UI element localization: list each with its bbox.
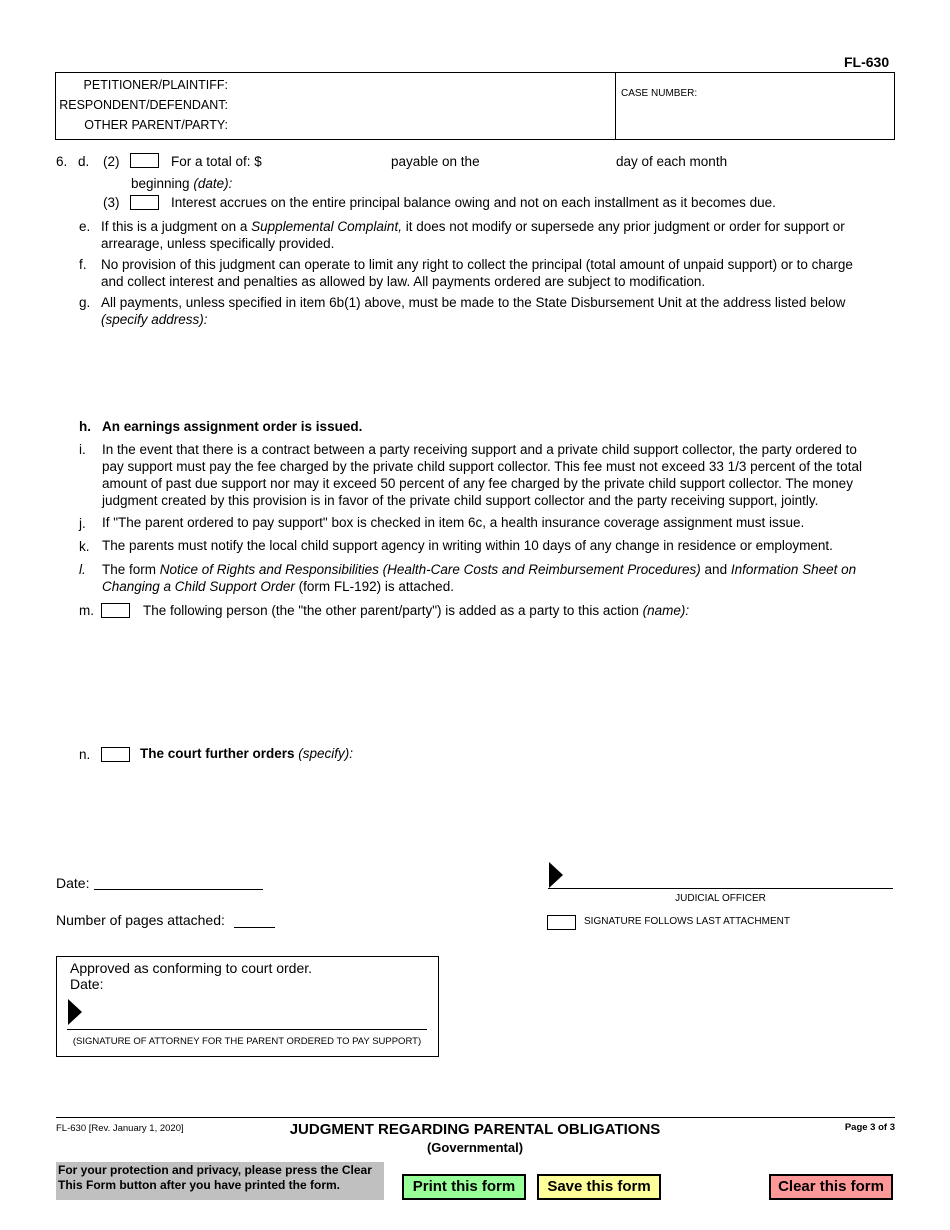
item-6e-pre: If this is a judgment on a [101,219,248,234]
item-6l-pre: The form [102,562,157,577]
print-form-button[interactable]: Print this form [402,1174,526,1200]
item-6g-line2: (specify address): [101,312,208,327]
approved-date-label: Date: [70,976,104,992]
caption-divider [615,73,616,139]
item-6e-letter: e. [79,219,91,234]
item-6h-text: An earnings assignment order is issued. [102,419,363,434]
petitioner-field[interactable] [232,77,610,94]
item-6-number: 6. [56,154,68,169]
form-revision: FL-630 [Rev. January 1, 2020] [56,1123,184,1134]
beginning-label [131,175,232,192]
item-6f-text [101,256,901,290]
item-6j-text: If "The parent ordered to pay support" box is checked in item 6c, a health insurance coverage assignment must issue. [102,515,805,530]
beginning-date-field[interactable] [244,174,444,191]
item-6m-letter: m. [79,603,94,618]
item-6i-text [102,441,902,509]
form-id: FL-630 [844,54,890,70]
item-6e-italic: Supplemental Complaint, [251,219,402,234]
item-6d2-checkbox[interactable] [130,153,159,168]
privacy-note: For your protection and privacy, please press the Clear This Form button after you have printed the form. [56,1162,384,1200]
item-6d3-number: (3) [103,195,120,210]
item-6e-line2: arrearage, unless specifically provided. [101,236,335,251]
other-parent-field[interactable] [232,117,610,134]
item-6n-text [140,745,353,762]
item-6l-post: (form FL-192) is attached. [298,579,454,594]
item-6m-text [143,602,689,619]
clear-form-button[interactable]: Clear this form [769,1174,893,1200]
item-6l-italic1: Notice of Rights and Responsibilities (Health-Care Costs and Reimbursement Procedures) [159,562,701,577]
date-label: Date: [56,875,90,891]
item-6n-bold: The court further orders [140,746,295,761]
day-of-month-label: day of each month [616,154,728,169]
save-form-button[interactable]: Save this form [537,1174,661,1200]
other-parent-label: OTHER PARENT/PARTY: [84,118,228,132]
item-6i-line2: pay support must pay the fee charged by the private child support collector. This fee must not exceed 33 1/3 percent of the total [102,459,862,474]
signature-follows-label: SIGNATURE FOLLOWS LAST ATTACHMENT [584,916,790,927]
item-6n-specify: (specify): [298,746,354,761]
total-amount-field[interactable] [268,152,383,169]
item-6m-checkbox[interactable] [101,603,130,618]
item-6l-and: and [704,562,728,577]
beginning-date-label: (date): [193,176,233,191]
respondent-label: RESPONDENT/DEFENDANT: [59,98,228,112]
date-field[interactable] [94,874,263,890]
item-6i-line1: In the event that there is a contract between a party receiving support and a private child support collector, the party ordered to [102,442,857,457]
item-6i-line4: judgment created by this provision is in favor of the private child support collector and the party receiving support, jointly. [102,493,819,508]
total-label: For a total of: $ [171,154,262,169]
item-6n-letter: n. [79,747,91,762]
item-6g-letter: g. [79,295,91,310]
item-6g-text [101,294,901,328]
pages-attached-label: Number of pages attached: [56,912,225,928]
petitioner-label: PETITIONER/PLAINTIFF: [83,78,228,92]
item-6i-letter: i. [79,442,86,457]
signature-follows-checkbox[interactable] [547,915,576,930]
item-6k-text: The parents must notify the local child support agency in writing within 10 days of any change in residence or employment. [102,538,833,553]
item-6f-letter: f. [79,257,87,272]
item-6d3-text: Interest accrues on the entire principal balance owing and not on each installment as it becomes due. [171,195,776,210]
footer-rule [56,1117,895,1118]
item-6e-text [101,218,901,252]
form-title: JUDGMENT REGARDING PARENTAL OBLIGATIONS [289,1121,661,1138]
item-6f-line2: and collect interest and penalties as allowed by law. All payments ordered are subject to modification. [101,274,706,289]
judicial-officer-label: JUDICIAL OFFICER [675,893,766,904]
sdu-address-field[interactable] [101,332,891,412]
item-6m-main: The following person (the "the other parent/party") is added as a party to this action [143,603,639,618]
payable-label: payable on the [391,154,480,169]
item-6l-letter: l. [79,562,86,577]
item-6l-italic3: Changing a Child Support Order [102,579,295,594]
item-6e-post: it does not modify or supersede any prior judgment or order for support or [405,219,845,234]
item-6d3-checkbox[interactable] [130,195,159,210]
respondent-field[interactable] [232,97,610,114]
payable-day-field[interactable] [488,152,610,169]
pages-attached-field[interactable] [234,912,275,928]
further-orders-field[interactable] [101,766,891,856]
item-6k-letter: k. [79,539,90,554]
item-6m-name-label: (name): [642,603,690,618]
item-6l-italic2: Information Sheet on [730,562,857,577]
item-6i-line3: amount of past due support nor may it exceed 50 percent of any fee charged by the private child support collector. The money [102,476,853,491]
item-6l-text [102,561,902,595]
item-6g-line1: All payments, unless specified in item 6b(1) above, must be made to the State Disbursement Unit at the address listed below [101,295,846,310]
item-6h-letter: h. [79,419,91,434]
item-6d2-number: (2) [103,154,120,169]
page-number: Page 3 of 3 [844,1122,895,1133]
judicial-officer-signature-line[interactable] [548,866,893,889]
item-6j-letter: j. [79,516,86,531]
case-number-field[interactable] [621,104,889,132]
form-subtitle: (Governmental) [426,1140,524,1155]
beginning-text: beginning [131,176,190,191]
item-6n-checkbox[interactable] [101,747,130,762]
item-6d-letter: d. [78,154,90,169]
attorney-signature-line[interactable] [67,1004,427,1030]
approved-text: Approved as conforming to court order. [70,960,313,976]
attorney-signature-label: (SIGNATURE OF ATTORNEY FOR THE PARENT ORDERED TO PAY SUPPORT) [72,1036,422,1047]
case-number-label: CASE NUMBER: [621,88,698,99]
other-party-name-field[interactable] [101,622,891,732]
item-6f-line1: No provision of this judgment can operate to limit any right to collect the principal (total amount of unpaid support) or to charge [101,257,853,272]
